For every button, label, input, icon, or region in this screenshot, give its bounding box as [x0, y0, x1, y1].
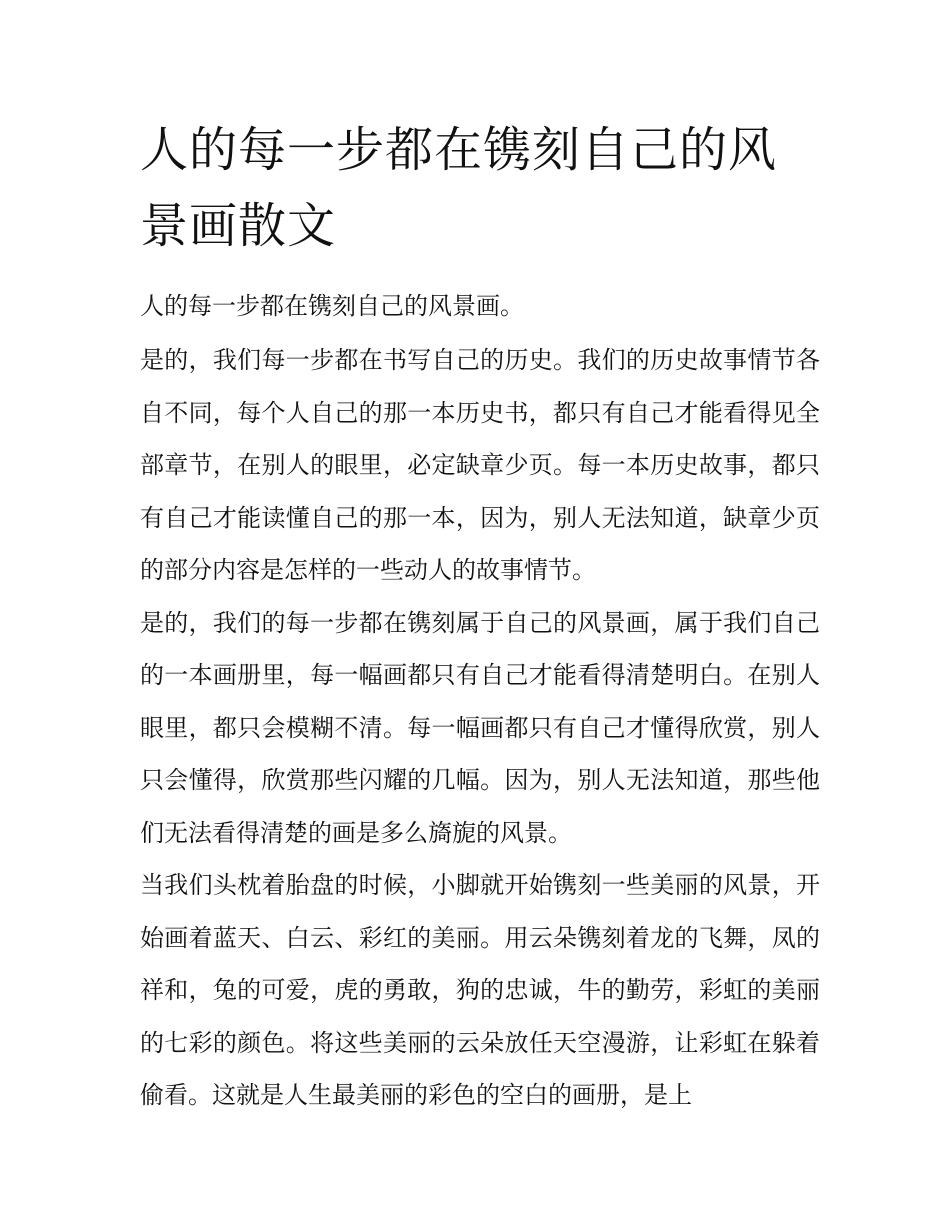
document-page — [140, 112, 820, 1122]
document-body — [140, 286, 820, 1122]
paragraph-intro: 人的每一步都在镌刻自己的风景画。 — [140, 292, 524, 320]
paragraph-landscape: 是的，我们的每一步都在镌刻属于自己的风景画，属于我们自己的一本画册里，每一幅画都只有自己才能看得清楚明白。在别人眼里，都只会模糊不清。每一幅画都只有自己才懂得欣赏，别人只会懂得，欣赏那些闪耀的几幅。因为，别人无法知道，那些他们无法看得清楚的画是多么旖旎的风景。 — [140, 608, 820, 847]
paragraph-history: 是的，我们每一步都在书写自己的历史。我们的历史故事情节各自不同，每个人自己的那一本历史书，都只有自己才能看得见全部章节，在别人的眼里，必定缺章少页。每一本历史故事，都只有自己才能读懂自己的那一本，因为，别人无法知道，缺章少页的部分内容是怎样的一些动人的故事情节。 — [140, 346, 820, 584]
paragraph-childhood: 当我们头枕着胎盘的时候，小脚就开始镌刻一些美丽的风景，开始画着蓝天、白云、彩红的美丽。用云朵镌刻着龙的飞舞，凤的祥和，兔的可爱，虎的勇敢，狗的忠诚，牛的勤劳，彩虹的美丽的七彩的颜色。将这些美丽的云朵放任天空漫游，让彩虹在躲着偷看。这就是人生最美丽的彩色的空白的画册，是上 — [140, 871, 820, 1109]
document-title: 人的每一步都在镌刻自己的风景画散文 — [140, 122, 778, 254]
